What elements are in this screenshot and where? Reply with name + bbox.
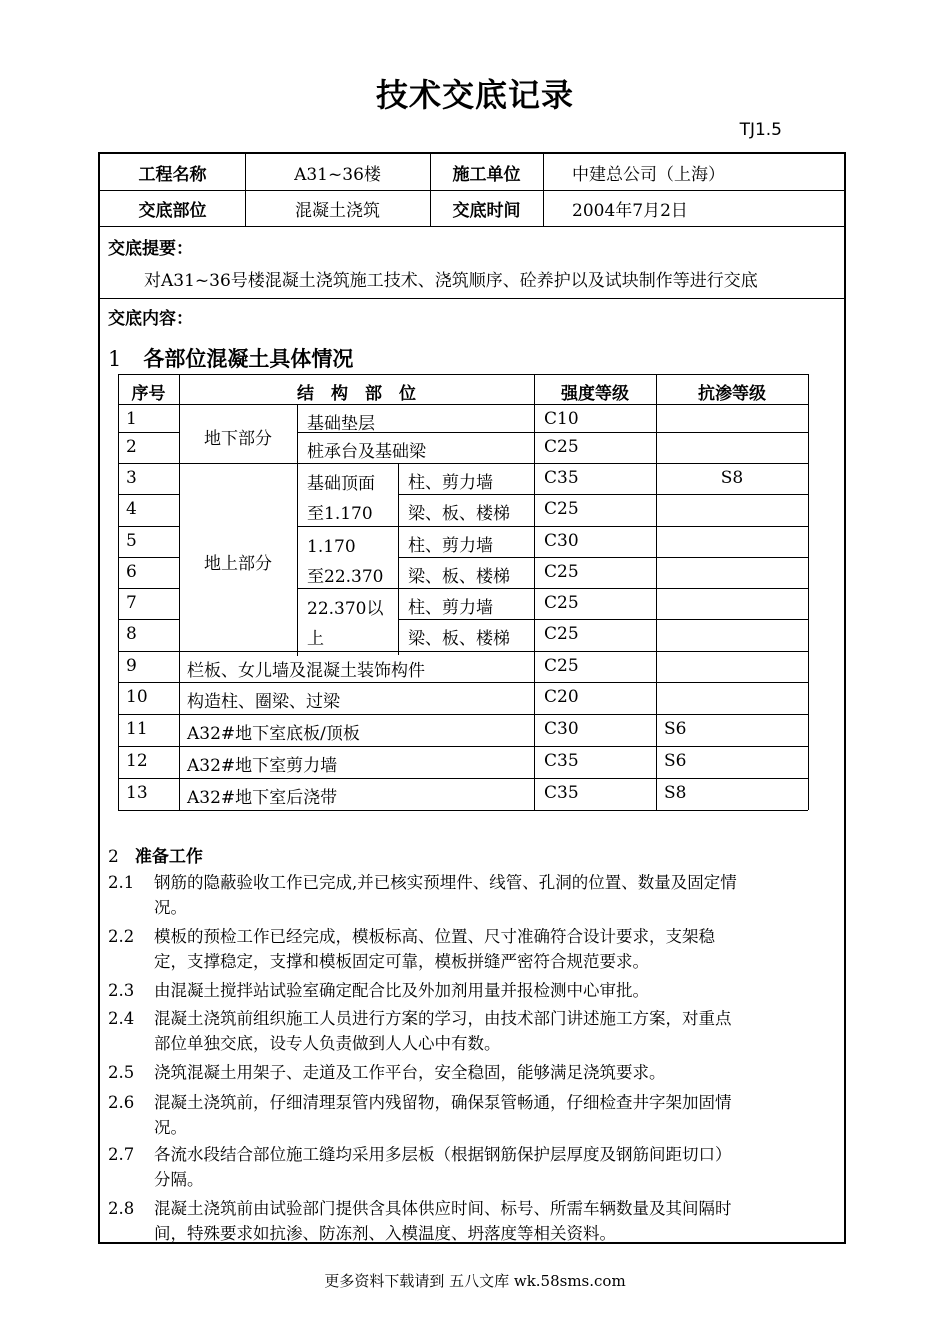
form-code: TJ1.5 — [739, 120, 782, 140]
table-row-no: 10 — [126, 687, 148, 707]
table-row-no: 7 — [126, 593, 137, 613]
list-item-text — [154, 1006, 844, 1056]
table-row-structure: 柱、剪力墙 — [408, 473, 493, 493]
list-item-number: 2.6 — [108, 1093, 135, 1112]
table-row-structure: A32#地下室底板/顶板 — [187, 724, 360, 744]
table-row-structure: 柱、剪力墙 — [408, 536, 493, 556]
list-item-line: 况。 — [154, 1118, 187, 1137]
table-row-no: 13 — [126, 783, 148, 803]
table-row-structure: 栏板、女儿墙及混凝土装饰构件 — [187, 661, 425, 681]
table-row-no: 3 — [126, 468, 137, 488]
column-divider — [297, 404, 298, 656]
row-divider — [118, 619, 179, 620]
list-item-line: 定，支撑稳定，支撑和模板固定可靠，模板拼缝严密符合规范要求。 — [154, 952, 649, 971]
header-structure: 结 构 部 位 — [297, 384, 416, 404]
table-row-no: 5 — [126, 531, 137, 551]
table-row-structure: 梁、板、楼梯 — [408, 567, 510, 587]
list-item-text — [154, 978, 844, 1003]
list-item-line: 模板的预检工作已经完成，模板标高、位置、尺寸准确符合设计要求，支架稳 — [154, 927, 715, 946]
list-item-line: 部位单独交底，设专人负责做到人人心中有数。 — [154, 1034, 501, 1053]
table-border-top — [118, 374, 808, 375]
row-divider — [118, 463, 808, 464]
document-title: 技术交底记录 — [375, 76, 574, 114]
section-2-title: 准备工作 — [134, 847, 203, 867]
section-1-heading — [108, 343, 353, 373]
section-2-heading — [108, 842, 203, 867]
row-divider — [118, 778, 808, 779]
row-divider — [100, 190, 844, 191]
table-row-seepage: S8 — [664, 783, 687, 803]
table-row-structure: 柱、剪力墙 — [408, 598, 493, 618]
sub-range-top: 22.370以上 — [307, 599, 384, 649]
list-item-number: 2.8 — [108, 1199, 135, 1218]
summary-label: 交底提要： — [108, 239, 193, 259]
group-above-ground: 地上部分 — [204, 554, 272, 574]
table-row-seepage: S6 — [664, 719, 687, 739]
table-row-grade: C25 — [544, 624, 579, 644]
row-divider — [398, 619, 808, 620]
list-item-line: 混凝土浇筑前，仔细清理泵管内残留物，确保泵管畅通，仔细检查井字架加固情 — [154, 1093, 732, 1112]
table-row-structure: 梁、板、楼梯 — [408, 504, 510, 524]
table-row-grade: C10 — [544, 409, 579, 429]
list-item-number: 2.1 — [108, 873, 135, 892]
table-border-left — [118, 374, 119, 810]
row-divider — [118, 526, 179, 527]
project-name-label: 工程名称 — [138, 165, 207, 185]
table-row-structure: 构造柱、圈梁、过梁 — [187, 692, 340, 712]
table-row-no: 12 — [126, 751, 148, 771]
table-row-grade: C25 — [544, 656, 579, 676]
column-divider — [398, 463, 399, 655]
column-divider — [543, 154, 544, 226]
list-item-line: 况。 — [154, 898, 187, 917]
table-row-seepage: S6 — [664, 751, 687, 771]
construction-unit-value: 中建总公司（上海） — [572, 165, 725, 185]
row-divider — [118, 432, 179, 433]
table-border-bottom — [118, 810, 808, 811]
list-item-number: 2.5 — [108, 1063, 135, 1082]
section-2-number: 2 — [108, 847, 119, 867]
table-row-grade: C30 — [544, 531, 579, 551]
table-row-no: 8 — [126, 624, 137, 644]
table-row-no: 1 — [126, 409, 137, 429]
list-item-number: 2.2 — [108, 927, 135, 946]
table-row-grade: C35 — [544, 751, 579, 771]
table-row-grade: C35 — [544, 783, 579, 803]
list-item-number: 2.4 — [108, 1009, 135, 1028]
header-no: 序号 — [131, 384, 166, 404]
content-label: 交底内容： — [108, 309, 193, 329]
column-divider — [656, 374, 657, 810]
list-item-text — [154, 1142, 844, 1192]
table-row-no: 2 — [126, 437, 137, 457]
list-item-line: 分隔。 — [154, 1170, 204, 1189]
table-row-structure: A32#地下室后浇带 — [187, 788, 338, 808]
row-divider — [118, 651, 808, 652]
concrete-grade-table — [118, 374, 808, 812]
group-underground: 地下部分 — [204, 429, 272, 449]
header-grade: 强度等级 — [561, 384, 629, 404]
list-item-text — [154, 924, 844, 974]
list-item-line: 钢筋的隐蔽验收工作已完成,并已核实预埋件、线管、孔洞的位置、数量及固定情 — [154, 873, 737, 892]
project-name-value: A31~36楼 — [294, 165, 381, 185]
list-item-line: 混凝土浇筑前组织施工人员进行方案的学习，由技术部门讲述施工方案，对重点 — [154, 1009, 732, 1028]
table-row-seepage: S8 — [720, 468, 744, 488]
table-row-grade: C20 — [544, 687, 579, 707]
row-divider — [398, 494, 808, 495]
table-row-structure: A32#地下室剪力墙 — [187, 756, 338, 776]
table-row-structure: 基础垫层 — [307, 414, 375, 434]
row-divider — [118, 404, 808, 405]
table-row-no: 6 — [126, 562, 137, 582]
handover-time-value: 2004年7月2日 — [572, 201, 688, 221]
row-divider — [100, 226, 844, 227]
list-item-number: 2.3 — [108, 981, 135, 1000]
row-divider — [118, 714, 808, 715]
column-divider — [534, 374, 535, 810]
table-row-structure: 桩承台及基础梁 — [307, 442, 426, 462]
table-row-grade: C25 — [544, 499, 579, 519]
row-divider — [398, 557, 808, 558]
list-item-number: 2.7 — [108, 1145, 135, 1164]
table-row-grade: C25 — [544, 437, 579, 457]
row-divider — [118, 557, 179, 558]
table-row-no: 11 — [126, 719, 148, 739]
table-row-no: 4 — [126, 499, 137, 519]
list-item-line: 各流水段结合部位施工缝均采用多层板（根据钢筋保护层厚度及钢筋间距切口） — [154, 1145, 732, 1164]
row-divider — [100, 298, 844, 299]
list-item-line: 混凝土浇筑前由试验部门提供含具体供应时间、标号、所需车辆数量及其间隔时 — [154, 1199, 732, 1218]
list-item-line: 由混凝土搅拌站试验室确定配合比及外加剂用量并报检测中心审批。 — [154, 981, 649, 1000]
table-row-grade: C25 — [544, 593, 579, 613]
list-item-line: 间，特殊要求如抗渗、防冻剂、入模温度、坍落度等相关资料。 — [154, 1224, 616, 1243]
table-row-structure: 梁、板、楼梯 — [408, 629, 510, 649]
list-item-text — [154, 870, 844, 920]
construction-unit-label: 施工单位 — [452, 165, 521, 185]
summary-text: 对A31~36号楼混凝土浇筑施工技术、浇筑顺序、砼养护以及试块制作等进行交底 — [144, 271, 758, 291]
table-row-grade: C25 — [544, 562, 579, 582]
row-divider — [118, 494, 179, 495]
sub-range-base: 基础顶面至1.170 — [307, 474, 375, 524]
header-seepage: 抗渗等级 — [698, 384, 766, 404]
table-row-grade: C35 — [544, 468, 579, 488]
row-divider — [118, 746, 808, 747]
list-item-line: 浇筑混凝土用架子、走道及工作平台，安全稳固，能够满足浇筑要求。 — [154, 1063, 666, 1082]
table-row-grade: C30 — [544, 719, 579, 739]
list-item-text — [154, 1196, 844, 1246]
section-1-number: 1 — [108, 347, 122, 371]
sub-range-middle: 1.170 至22.370 — [307, 537, 384, 587]
section-1-title: 各部位混凝土具体情况 — [143, 347, 354, 371]
row-divider — [118, 682, 808, 683]
handover-part-value: 混凝土浇筑 — [295, 201, 380, 221]
table-border-right — [808, 374, 809, 810]
table-row-no: 9 — [126, 656, 137, 676]
row-divider — [118, 588, 179, 589]
list-item-text — [154, 1090, 844, 1140]
handover-part-label: 交底部位 — [138, 201, 207, 221]
list-item-text — [154, 1060, 844, 1085]
footer-note: 更多资料下载请到 五八文库 wk.58sms.com — [324, 1272, 626, 1290]
handover-time-label: 交底时间 — [452, 201, 521, 221]
